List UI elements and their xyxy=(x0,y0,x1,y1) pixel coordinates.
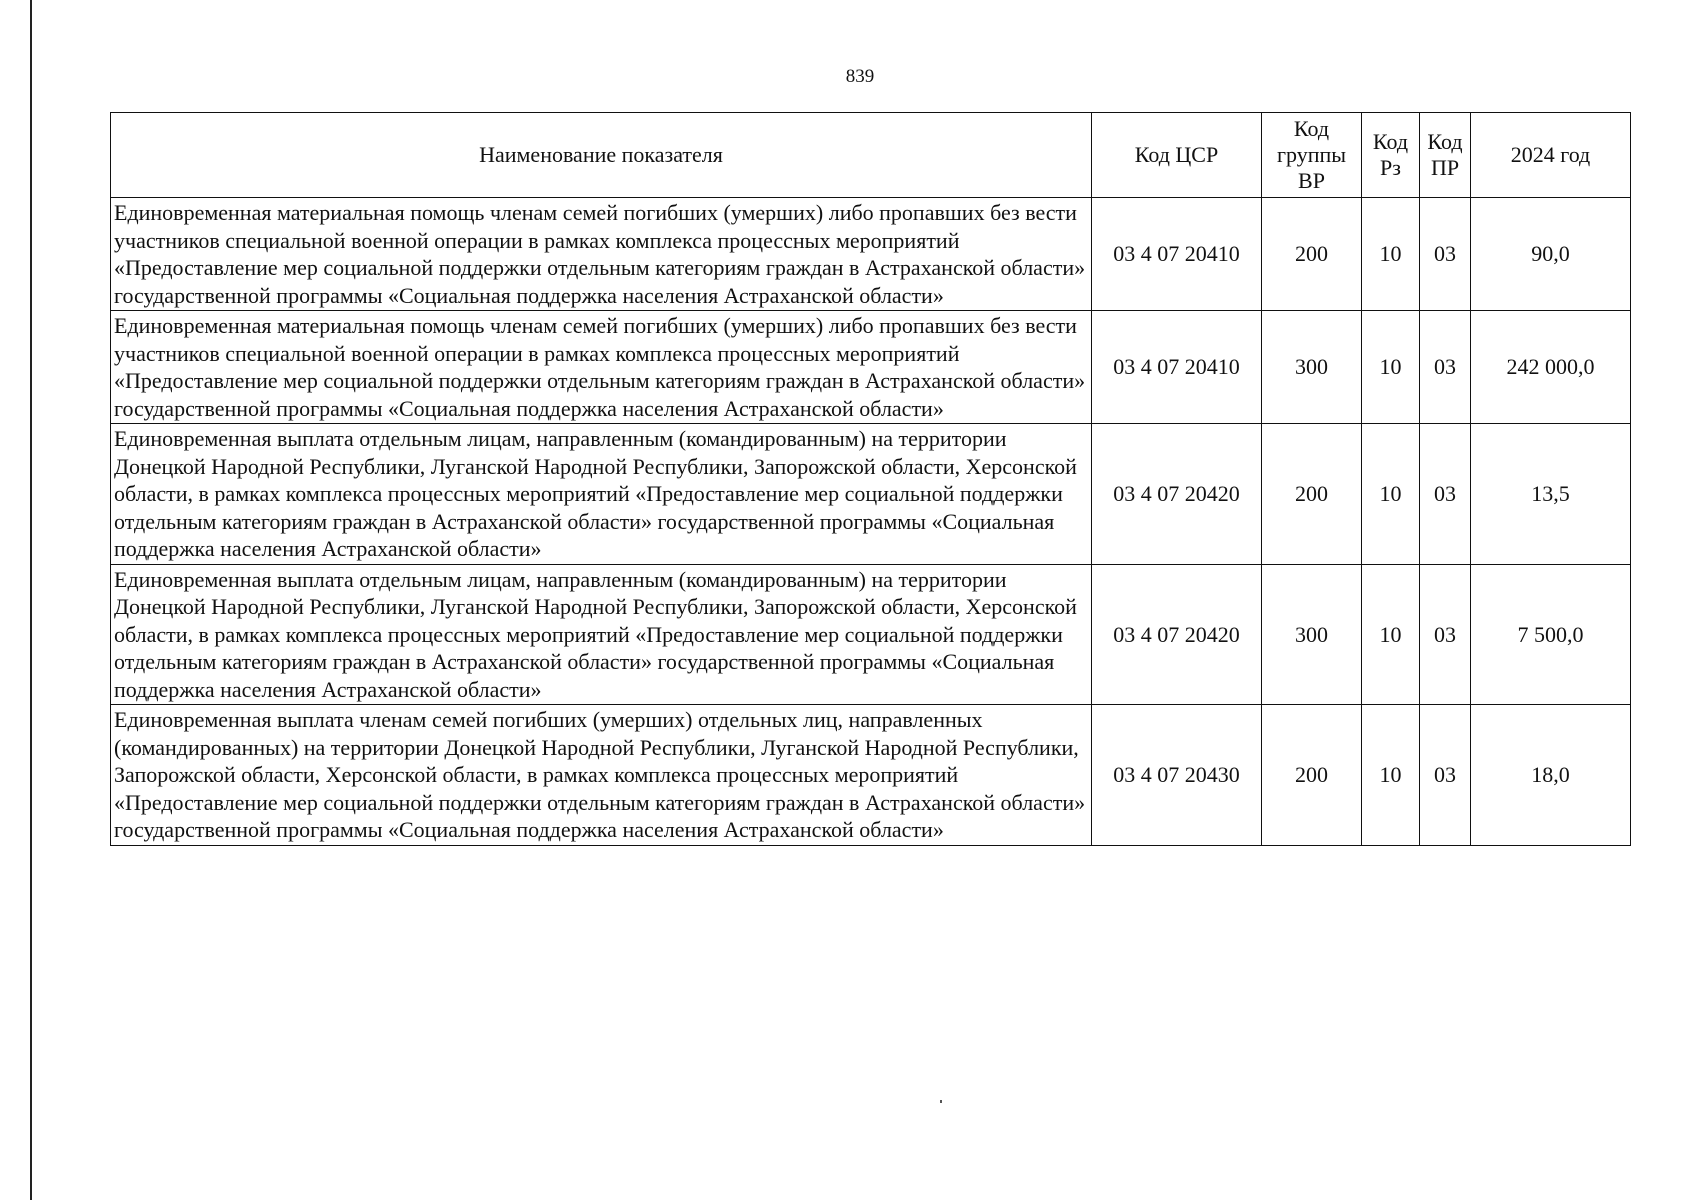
header-rz: Код Рз xyxy=(1362,113,1420,198)
row-rz: 10 xyxy=(1362,311,1420,424)
row-csr: 03 4 07 20410 xyxy=(1092,198,1262,311)
row-pr: 03 xyxy=(1420,564,1471,705)
row-pr: 03 xyxy=(1420,198,1471,311)
row-vr: 300 xyxy=(1262,311,1362,424)
scan-speck xyxy=(940,1100,942,1103)
table-row xyxy=(111,705,1631,846)
row-csr: 03 4 07 20420 xyxy=(1092,424,1262,565)
row-pr: 03 xyxy=(1420,311,1471,424)
table-row xyxy=(111,564,1631,705)
row-name: Единовременная материальная помощь членам семей погибших (умерших) либо пропавших без вести участников специальной военной операции в рамках комплекса процессных мероприятий «Предоставление мер социальной поддержки отдельным категориям граждан в Астраханской области» государственной программы «Социальная поддержка населения Астраханской области» xyxy=(111,198,1092,311)
row-rz: 10 xyxy=(1362,424,1420,565)
row-amount: 13,5 xyxy=(1471,424,1631,565)
header-csr: Код ЦСР xyxy=(1092,113,1262,198)
table-row xyxy=(111,424,1631,565)
row-amount: 242 000,0 xyxy=(1471,311,1631,424)
header-year: 2024 год xyxy=(1471,113,1631,198)
row-csr: 03 4 07 20430 xyxy=(1092,705,1262,846)
table-header-row xyxy=(111,113,1631,198)
row-pr: 03 xyxy=(1420,424,1471,565)
row-name: Единовременная материальная помощь членам семей погибших (умерших) либо пропавших без вести участников специальной военной операции в рамках комплекса процессных мероприятий «Предоставление мер социальной поддержки отдельным категориям граждан в Астраханской области» государственной программы «Социальная поддержка населения Астраханской области» xyxy=(111,311,1092,424)
row-vr: 200 xyxy=(1262,198,1362,311)
row-vr: 200 xyxy=(1262,424,1362,565)
header-pr: Код ПР xyxy=(1420,113,1471,198)
table-row xyxy=(111,198,1631,311)
row-name: Единовременная выплата отдельным лицам, направленным (командированным) на территории Донецкой Народной Республики, Луганской Народной Республики, Запорожской области, Херсонской области, в рамках комплекса процессных мероприятий «Предоставление мер социальной поддержки отдельным категориям граждан в Астраханской области» государственной программы «Социальная поддержка населения Астраханской области» xyxy=(111,564,1092,705)
row-amount: 18,0 xyxy=(1471,705,1631,846)
table-row xyxy=(111,311,1631,424)
row-rz: 10 xyxy=(1362,198,1420,311)
row-vr: 300 xyxy=(1262,564,1362,705)
row-csr: 03 4 07 20410 xyxy=(1092,311,1262,424)
binding-line xyxy=(30,0,32,1200)
row-pr: 03 xyxy=(1420,705,1471,846)
budget-table xyxy=(110,112,1631,846)
header-vr: Код группы ВР xyxy=(1262,113,1362,198)
row-name: Единовременная выплата отдельным лицам, направленным (командированным) на территории Донецкой Народной Республики, Луганской Народной Республики, Запорожской области, Херсонской области, в рамках комплекса процессных мероприятий «Предоставление мер социальной поддержки отдельным категориям граждан в Астраханской области» государственной программы «Социальная поддержка населения Астраханской области» xyxy=(111,424,1092,565)
header-name: Наименование показателя xyxy=(111,113,1092,198)
row-rz: 10 xyxy=(1362,564,1420,705)
row-amount: 90,0 xyxy=(1471,198,1631,311)
row-vr: 200 xyxy=(1262,705,1362,846)
row-rz: 10 xyxy=(1362,705,1420,846)
row-name: Единовременная выплата членам семей погибших (умерших) отдельных лиц, направленных (командированных) на территории Донецкой Народной Республики, Луганской Народной Республики, Запорожской области, Херсонской области, в рамках комплекса процессных мероприятий «Предоставление мер социальной поддержки отдельным категориям граждан в Астраханской области» государственной программы «Социальная поддержка населения Астраханской области» xyxy=(111,705,1092,846)
row-csr: 03 4 07 20420 xyxy=(1092,564,1262,705)
page-number: 839 xyxy=(845,66,875,87)
row-amount: 7 500,0 xyxy=(1471,564,1631,705)
